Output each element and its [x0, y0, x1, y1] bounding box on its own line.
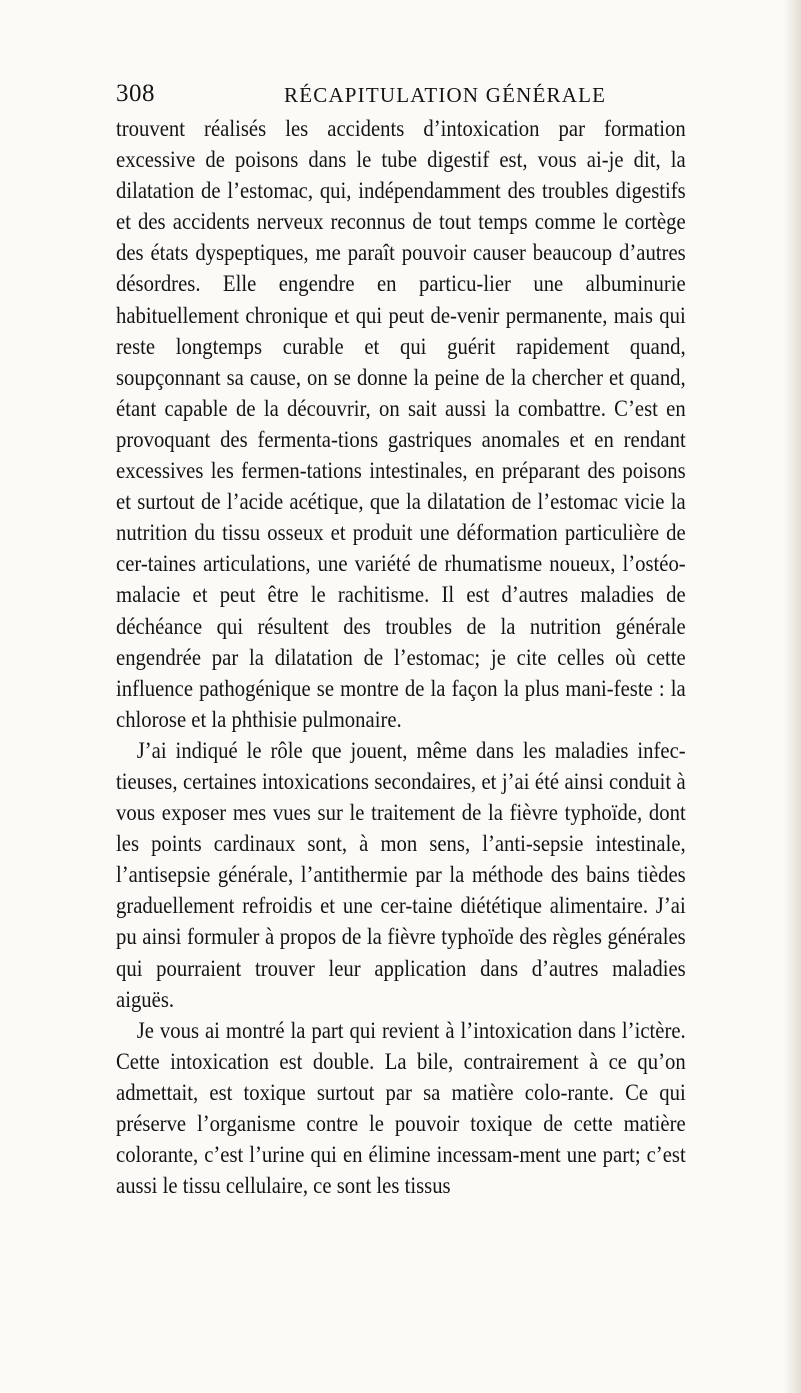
page-header — [116, 79, 686, 109]
page-number: 308 — [116, 80, 155, 107]
page-edge-shadow — [783, 0, 801, 1393]
paragraph-3: Je vous ai montré la part qui revient à l’intoxication dans l’ictère. Cette intoxication est double. La bile, contrairement à ce qu’on admettait, est toxique surtout par sa matière colo-rante. Ce qui préserve l’organisme contre le pouvoir toxique de cette matière colorante, c’est l’urine qui en élimine incessam-ment une part; c’est aussi le tissu cellulaire, ce sont les tissus — [116, 1017, 686, 1199]
running-title: RÉCAPITULATION GÉNÉRALE — [284, 83, 607, 107]
paragraph-2: J’ai indiqué le rôle que jouent, même dans les maladies infec-tieuses, certaines intoxications secondaires, et j’ai été ainsi conduit à vous exposer mes vues sur le traitement de la fièvre typhoïde, dont les points cardinaux sont, à mon sens, l’anti-sepsie intestinale, l’antisepsie générale, l’antithermie par la méthode des bains tièdes graduellement refroidis et une cer-taine diététique alimentaire. J’ai pu ainsi formuler à propos de la fièvre typhoïde des règles générales qui pourraient trouver leur application dans d’autres maladies aiguës. — [116, 737, 686, 1012]
body-text — [116, 113, 686, 1201]
paragraph-1: trouvent réalisés les accidents d’intoxication par formation excessive de poisons dans le tube digestif est, vous ai-je dit, la dilatation de l’estomac, qui, indépendamment des troubles digestifs et des accidents nerveux reconnus de tout temps comme le cortège des états dyspeptiques, me paraît pouvoir causer beaucoup d’autres désordres. Elle engendre en particu-lier une albuminurie habituellement chronique et qui peut de-venir permanente, mais qui reste longtemps curable et qui guérit rapidement quand, soupçonnant sa cause, on se donne la peine de la chercher et quand, étant capable de la découvrir, on sait aussi la combattre. C’est en provoquant des fermenta-tions gastriques anomales et en rendant excessives les fermen-tations intestinales, en préparant des poisons et surtout de l’acide acétique, que la dilatation de l’estomac vicie la nutrition du tissu osseux et produit une déformation particulière de cer-taines articulations, une variété de rhumatisme noueux, l’ostéo-malacie et peut être le rachitisme. Il est d’autres maladies de déchéance qui résultent des troubles de la nutrition générale engendrée par la dilatation de l’estomac; je cite celles où cette influence pathogénique se montre de la façon la plus mani-feste : la chlorose et la phthisie pulmonaire. — [116, 116, 686, 732]
